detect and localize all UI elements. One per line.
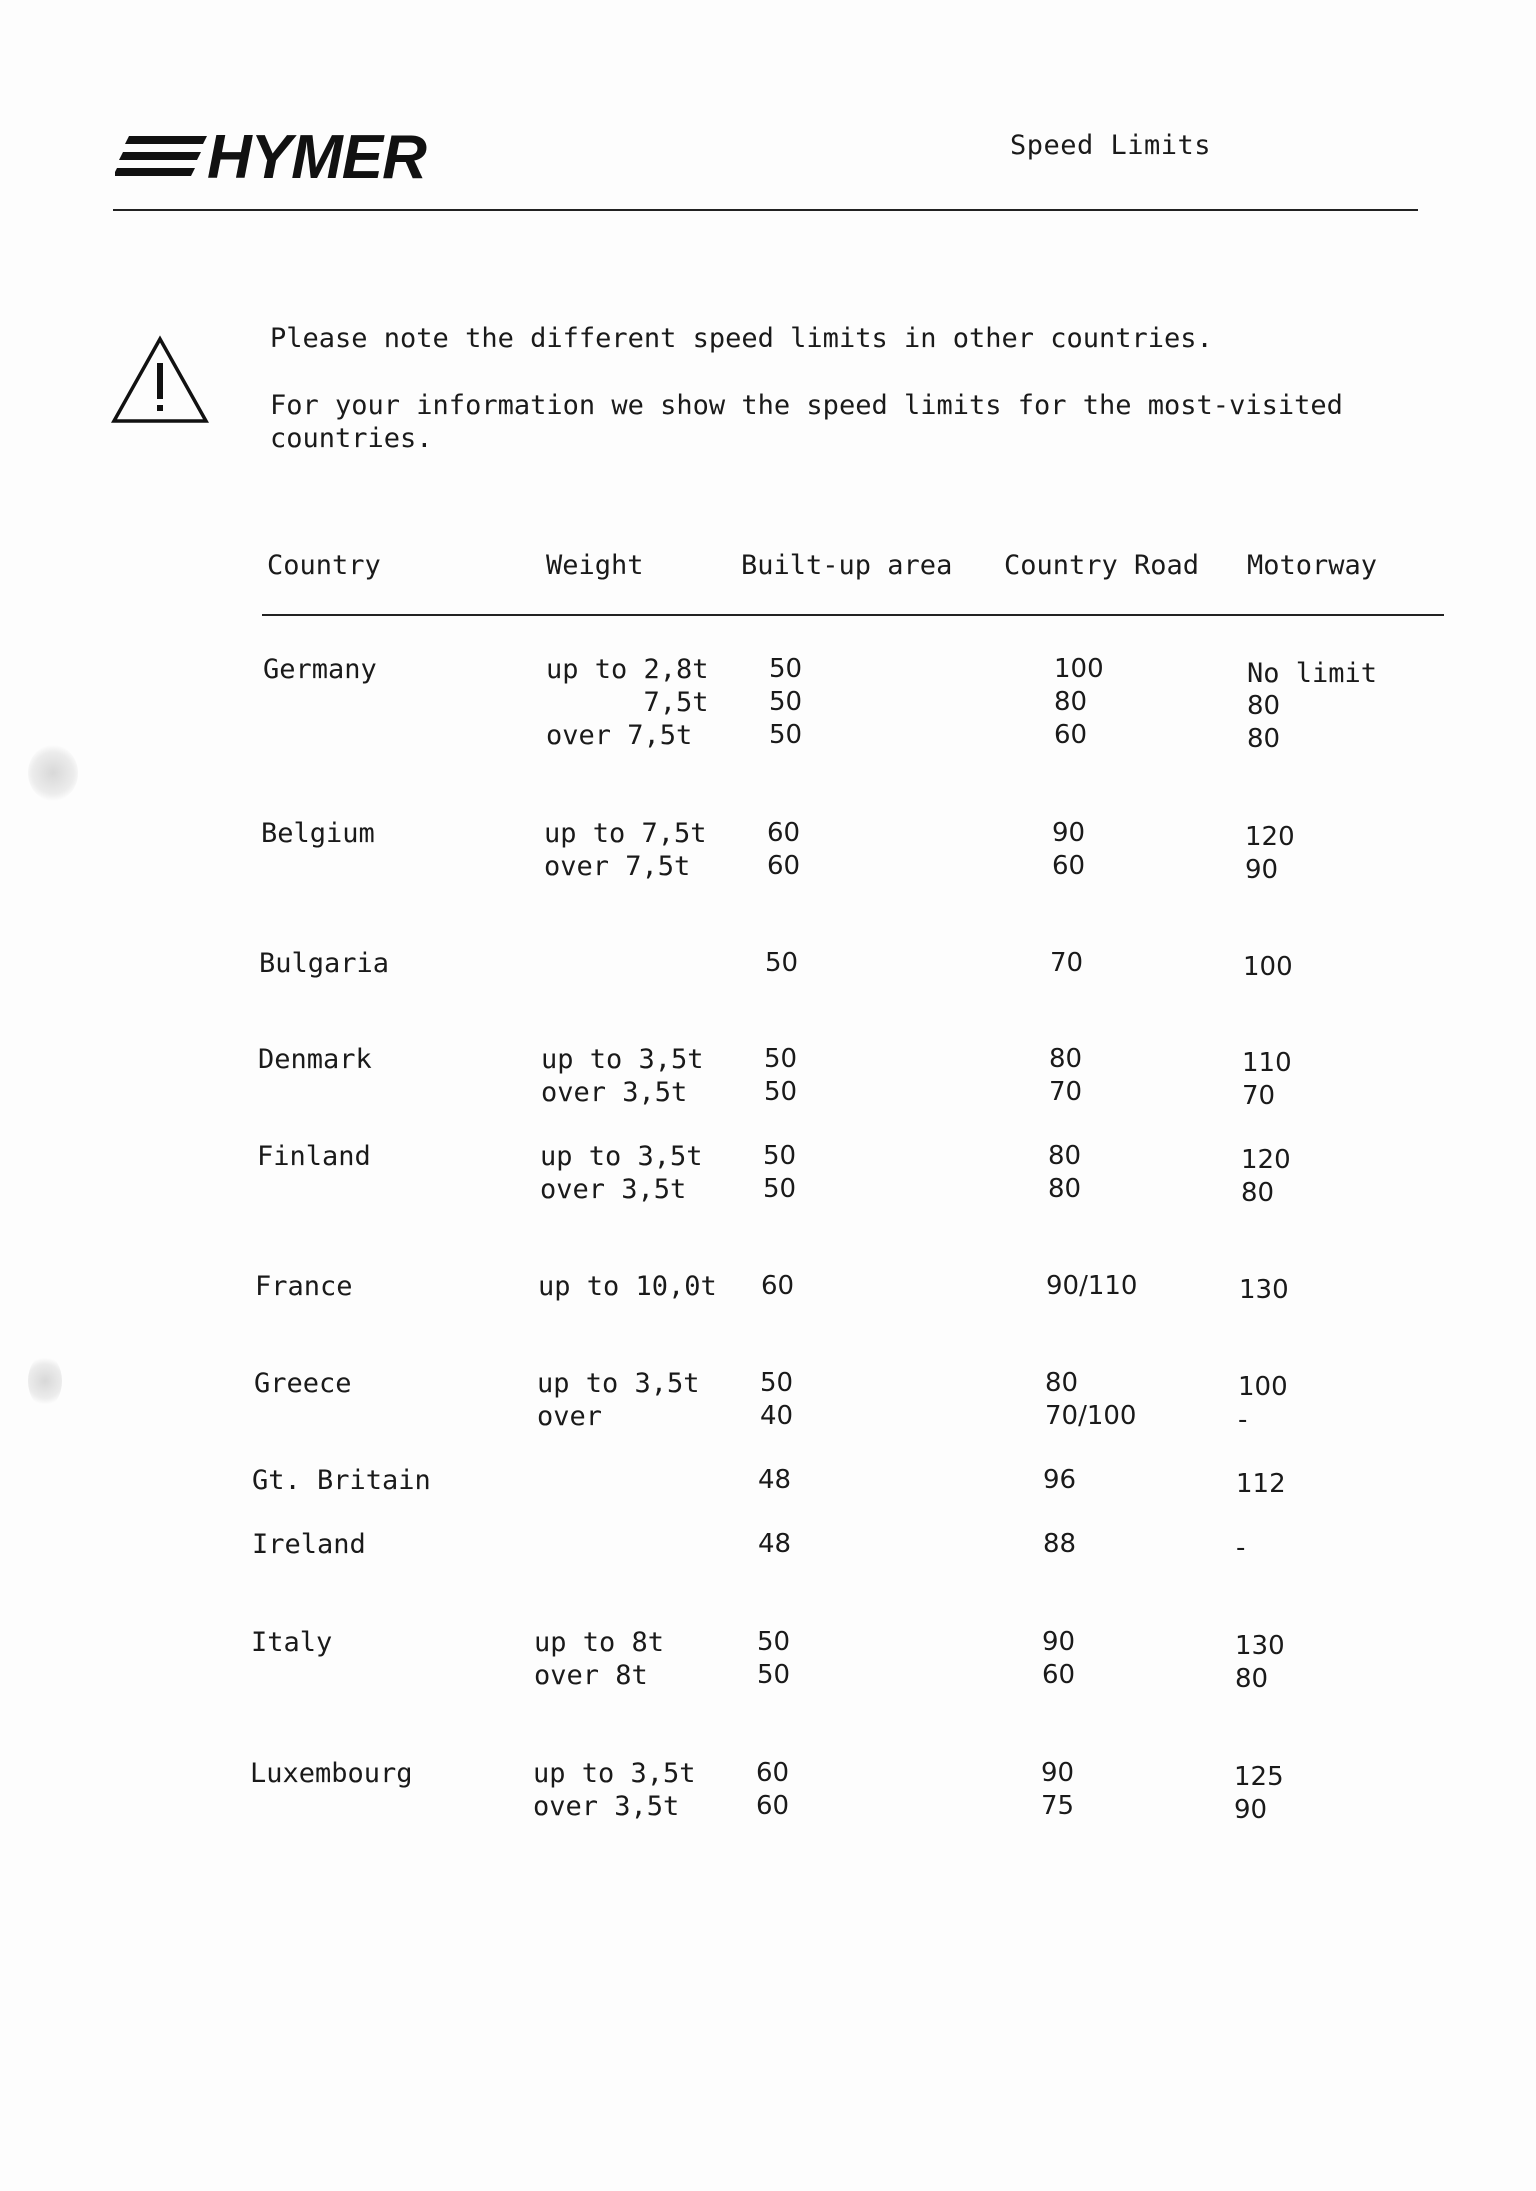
svg-text:HYMER: HYMER <box>207 123 426 192</box>
built-up-limit: 40 <box>760 1401 794 1431</box>
motorway-limit: - <box>1236 1533 1246 1563</box>
motorway-limit: 80 <box>1247 691 1281 721</box>
built-up-limit: 48 <box>758 1465 792 1495</box>
built-up-limit: 60 <box>756 1791 790 1821</box>
motorway-limit: - <box>1238 1405 1248 1435</box>
built-up-limit: 50 <box>769 687 803 717</box>
country-road-limit: 80 <box>1049 1044 1083 1074</box>
weight-class: over 3,5t <box>541 1077 688 1108</box>
column-header-country: Country <box>267 550 381 581</box>
country-road-limit: 70 <box>1049 1077 1083 1107</box>
weight-class: 7,5t <box>546 687 709 718</box>
built-up-limit: 50 <box>769 654 803 684</box>
country-name: Belgium <box>261 818 375 849</box>
weight-class: up to 2,8t <box>546 654 709 685</box>
weight-class: up to 3,5t <box>540 1141 703 1172</box>
page-title: Speed Limits <box>1010 130 1212 161</box>
country-road-limit: 60 <box>1054 720 1088 750</box>
built-up-limit: 50 <box>764 1044 798 1074</box>
country-road-limit: 90 <box>1041 1758 1075 1788</box>
built-up-limit: 50 <box>760 1368 794 1398</box>
motorway-limit: 120 <box>1245 822 1295 852</box>
built-up-limit: 60 <box>767 851 801 881</box>
motorway-limit: 130 <box>1235 1631 1285 1661</box>
weight-class: up to 3,5t <box>537 1368 700 1399</box>
header-divider <box>113 209 1418 211</box>
column-header-weight: Weight <box>546 550 644 581</box>
weight-class: over 7,5t <box>544 851 691 882</box>
built-up-limit: 50 <box>757 1627 791 1657</box>
built-up-limit: 50 <box>765 948 799 978</box>
weight-class: over 3,5t <box>540 1174 687 1205</box>
country-road-limit: 60 <box>1042 1660 1076 1690</box>
country-road-limit: 80 <box>1045 1368 1079 1398</box>
country-name: Denmark <box>258 1044 372 1075</box>
built-up-limit: 50 <box>763 1141 797 1171</box>
column-header-country-road: Country Road <box>1004 550 1200 581</box>
country-road-limit: 90/110 <box>1046 1271 1138 1301</box>
built-up-limit: 60 <box>767 818 801 848</box>
motorway-limit: 70 <box>1242 1081 1276 1111</box>
country-road-limit: 60 <box>1052 851 1086 881</box>
country-name: Finland <box>257 1141 371 1172</box>
motorway-limit: 80 <box>1235 1664 1269 1694</box>
country-road-limit: 70 <box>1050 948 1084 978</box>
weight-class: over 8t <box>534 1660 648 1691</box>
country-road-limit: 70/100 <box>1045 1401 1137 1431</box>
country-road-limit: 80 <box>1048 1174 1082 1204</box>
built-up-limit: 50 <box>763 1174 797 1204</box>
motorway-limit: 125 <box>1234 1762 1284 1792</box>
weight-class: up to 3,5t <box>541 1044 704 1075</box>
country-name: Italy <box>251 1627 333 1658</box>
country-road-limit: 100 <box>1054 654 1104 684</box>
built-up-limit: 60 <box>761 1271 795 1301</box>
intro-info: For your information we show the speed limits for the most-visited countries. <box>270 390 1343 454</box>
weight-class: over 7,5t <box>546 720 693 751</box>
intro-note: Please note the different speed limits in other countries. <box>270 323 1213 354</box>
motorway-limit: 130 <box>1239 1275 1289 1305</box>
weight-class: up to 8t <box>534 1627 665 1658</box>
column-header-built-up-area: Built-up area <box>741 550 953 581</box>
motorway-limit: 90 <box>1234 1795 1268 1825</box>
motorway-limit: 100 <box>1243 952 1293 982</box>
weight-class: over 3,5t <box>533 1791 680 1822</box>
country-name: France <box>255 1271 353 1302</box>
motorway-limit: 100 <box>1238 1372 1288 1402</box>
built-up-limit: 50 <box>757 1660 791 1690</box>
built-up-limit: 50 <box>769 720 803 750</box>
motorway-limit: 120 <box>1241 1145 1291 1175</box>
motorway-limit: 90 <box>1245 855 1279 885</box>
scan-hole <box>28 745 78 801</box>
country-name: Bulgaria <box>259 948 390 979</box>
motorway-limit: 80 <box>1247 724 1281 754</box>
country-road-limit: 96 <box>1043 1465 1077 1495</box>
country-road-limit: 75 <box>1041 1791 1075 1821</box>
column-header-motorway: Motorway <box>1247 550 1378 581</box>
country-name: Gt. Britain <box>252 1465 431 1496</box>
warning-icon <box>110 335 210 425</box>
weight-class: up to 10,0t <box>538 1271 717 1302</box>
motorway-limit: No limit <box>1247 658 1378 689</box>
built-up-limit: 60 <box>756 1758 790 1788</box>
country-road-limit: 90 <box>1052 818 1086 848</box>
weight-class: up to 3,5t <box>533 1758 696 1789</box>
country-name: Greece <box>254 1368 352 1399</box>
weight-class: up to 7,5t <box>544 818 707 849</box>
country-name: Luxembourg <box>250 1758 413 1789</box>
hymer-logo <box>115 118 515 198</box>
motorway-limit: 112 <box>1236 1469 1286 1499</box>
country-name: Ireland <box>252 1529 366 1560</box>
motorway-limit: 80 <box>1241 1178 1275 1208</box>
weight-class: over <box>537 1401 603 1432</box>
built-up-limit: 48 <box>758 1529 792 1559</box>
country-road-limit: 80 <box>1054 687 1088 717</box>
country-name: Germany <box>263 654 377 685</box>
country-road-limit: 80 <box>1048 1141 1082 1171</box>
table-header-divider <box>262 614 1444 616</box>
built-up-limit: 50 <box>764 1077 798 1107</box>
scan-hole <box>28 1355 62 1407</box>
country-road-limit: 88 <box>1043 1529 1077 1559</box>
country-road-limit: 90 <box>1042 1627 1076 1657</box>
motorway-limit: 110 <box>1242 1048 1292 1078</box>
